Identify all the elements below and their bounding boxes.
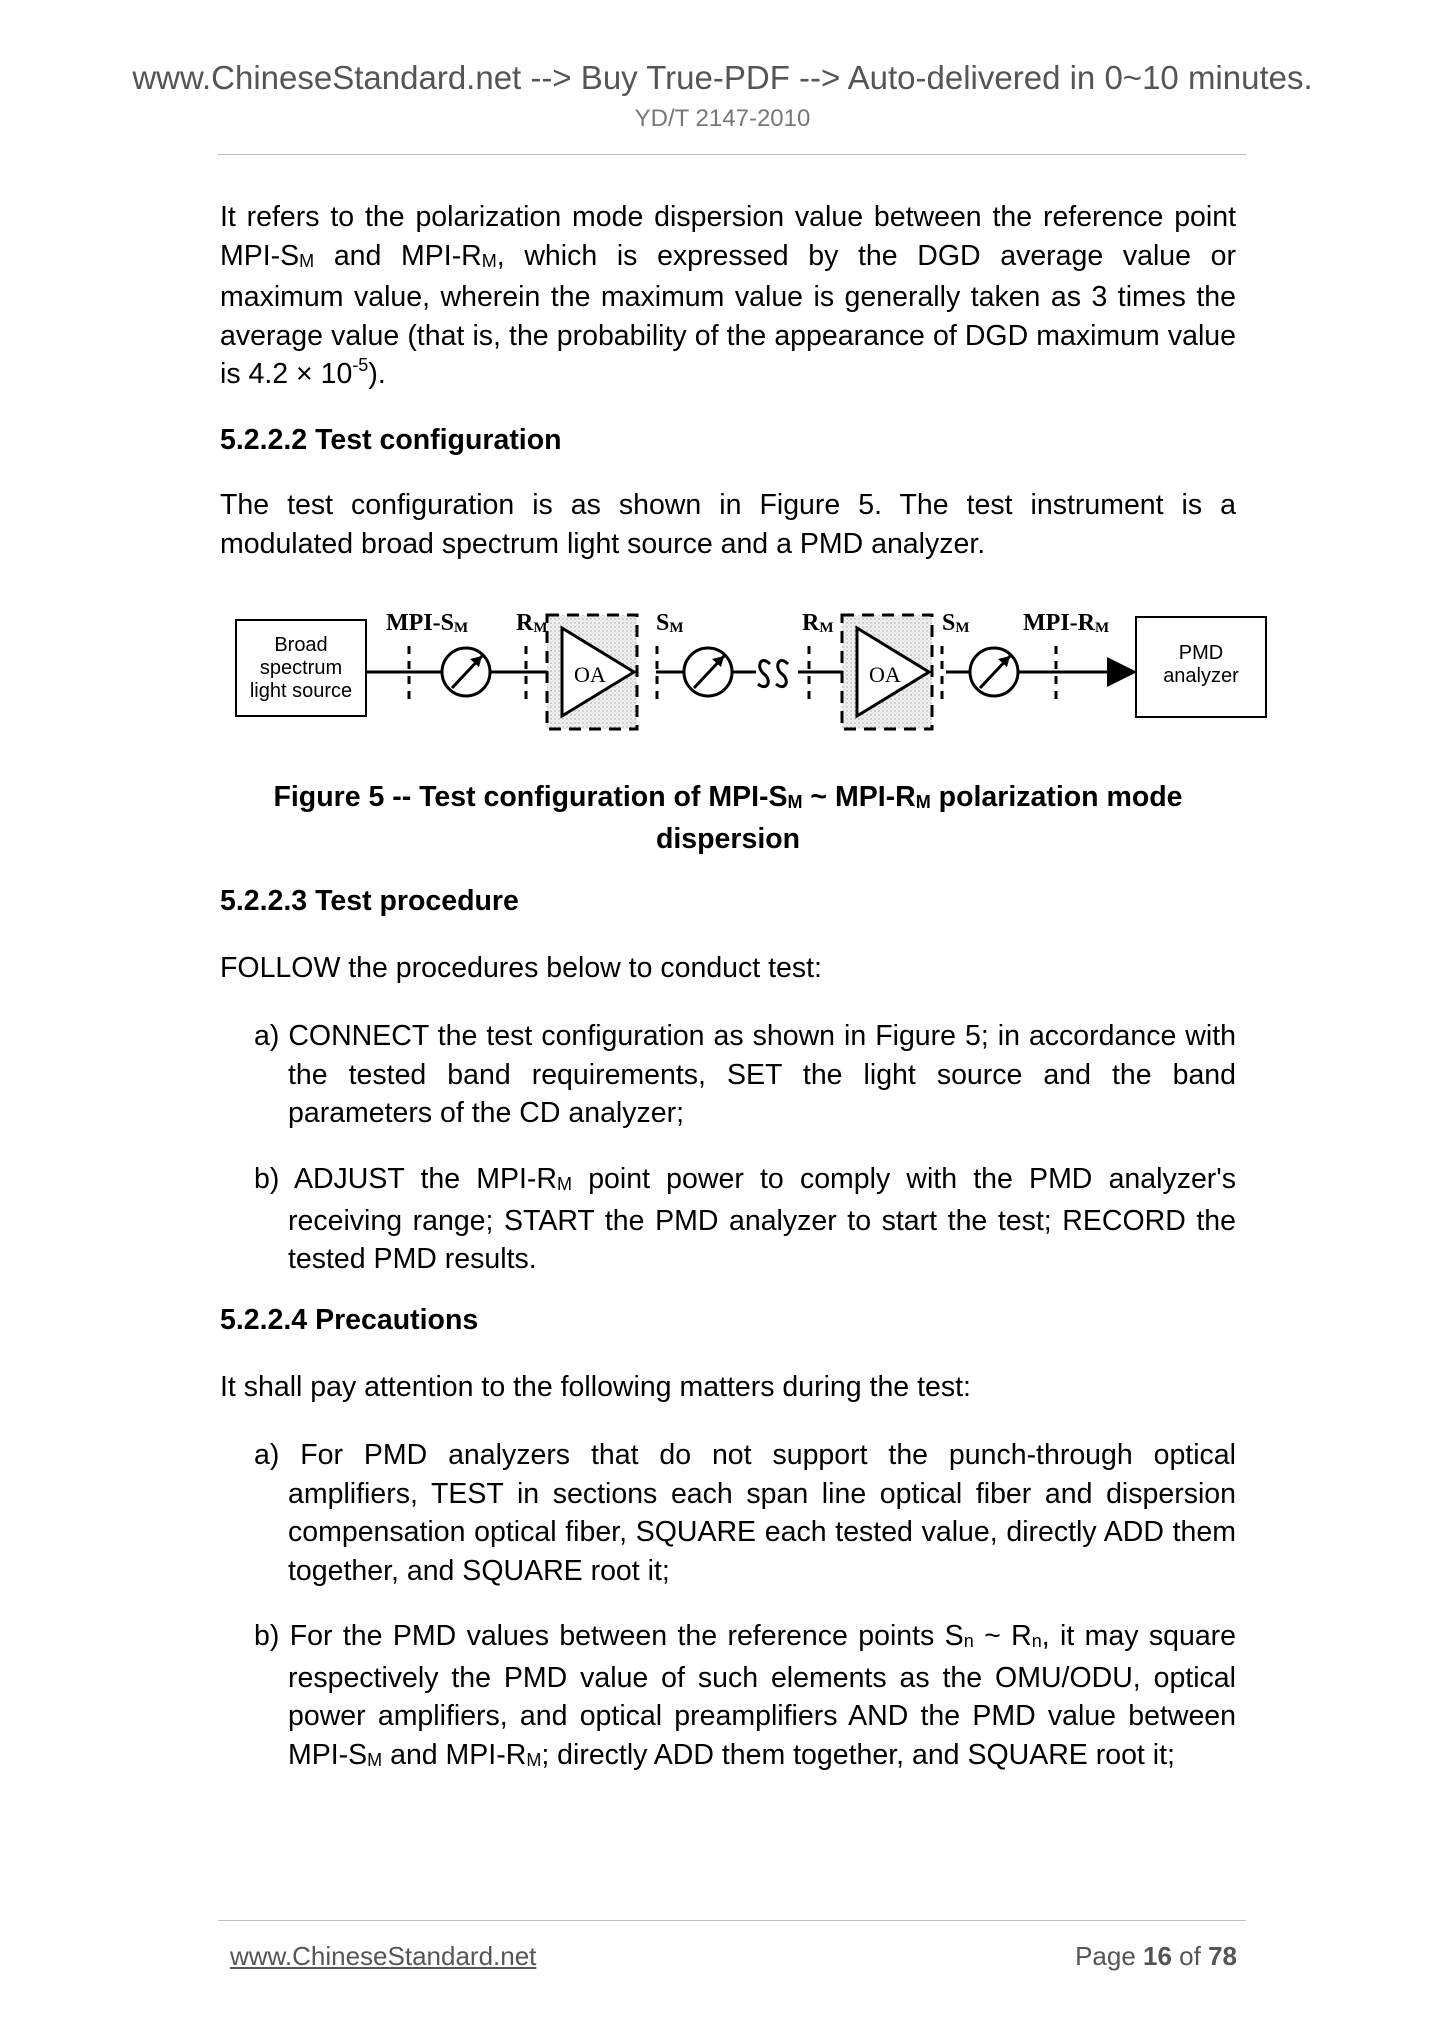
footer-divider xyxy=(218,1920,1246,1921)
light-source-line-1: Broad xyxy=(274,634,328,656)
intro-text-2: and MPI-R xyxy=(314,239,482,272)
procedure-b-sub: M xyxy=(557,1174,573,1194)
svg-text:SM xyxy=(942,610,970,636)
precaution-b-text-2: ~ R xyxy=(973,1620,1032,1652)
label-mpi-r: MPI-R xyxy=(1023,610,1095,636)
page-total: 78 xyxy=(1208,1941,1237,1971)
label-s-2: S xyxy=(942,610,956,636)
precaution-b-sub-1: n xyxy=(963,1631,974,1651)
heading-test-procedure: 5.2.2.3 Test procedure xyxy=(220,885,519,917)
intro-exponent: -5 xyxy=(352,355,369,375)
procedure-item-b xyxy=(254,1160,1236,1279)
label-mpi-s-sub: M xyxy=(454,620,469,636)
caption-sub-2: M xyxy=(915,792,931,812)
page-number xyxy=(1075,1940,1237,1972)
label-s-2-sub: M xyxy=(955,620,970,636)
svg-text:RM xyxy=(516,610,548,636)
heading-test-configuration: 5.2.2.2 Test configuration xyxy=(220,424,562,456)
label-r-1-sub: M xyxy=(533,620,548,636)
procedure-b-text-2: point power to comply with the PMD analyzer's receiving range; START the PMD analyzer to start the test; RECORD the tested PMD results. xyxy=(288,1163,1236,1275)
test-procedure-intro: FOLLOW the procedures below to conduct test: xyxy=(220,952,822,984)
procedure-item-a: a) CONNECT the test configuration as shown in Figure 5; in accordance with the tested band requirements, SET the light source and the band parameters of the CD analyzer; xyxy=(254,1020,1236,1129)
power-meter-icon xyxy=(442,648,490,696)
precautions-intro: It shall pay attention to the following matters during the test: xyxy=(220,1371,971,1403)
page-current: 16 xyxy=(1143,1941,1172,1971)
page-prefix: Page xyxy=(1075,1941,1144,1971)
fiber-span-icon xyxy=(758,661,788,687)
intro-paragraph xyxy=(220,198,1236,397)
footer-website-link[interactable]: www.ChineseStandard.net xyxy=(230,1941,537,1971)
intro-sub-2: M xyxy=(481,250,497,271)
precaution-b-text-3: , it may square respectively the PMD value of such elements as the OMU/ODU, optical power amplifiers, and optical preamplifiers AND the PMD value between MPI-S xyxy=(288,1620,1237,1771)
label-mpi-s: MPI-S xyxy=(386,610,454,636)
label-oa-2: OA xyxy=(869,662,901,687)
svg-text:MPI-RM xyxy=(1023,610,1109,636)
precaution-b-sub-4: M xyxy=(526,1749,542,1770)
caption-text-2: ~ MPI-R xyxy=(802,781,916,813)
svg-text:RM xyxy=(802,610,834,636)
precaution-b-text-4: and MPI-R xyxy=(382,1738,527,1771)
precaution-b-text-5: ; directly ADD them together, and SQUARE root it; xyxy=(541,1738,1175,1771)
intro-text-3: , which is expressed by the DGD average value or maximum value, wherein the maximum value is generally taken as 3 times the average value (that is, the probability of the appearance of DGD maximum value is 4.2 × 10 xyxy=(220,239,1236,390)
figure-5-diagram xyxy=(226,598,1270,748)
label-oa-1: OA xyxy=(574,662,606,687)
precaution-item-a: a) For PMD analyzers that do not support the punch-through optical amplifiers, TEST in sections each span line optical fiber and dispersion compensation optical fiber, SQUARE each tested value, directly ADD them together, and SQUARE root it; xyxy=(254,1439,1236,1587)
analyzer-line-2: analyzer xyxy=(1163,665,1239,687)
label-mpi-r-sub: M xyxy=(1094,620,1110,636)
light-source-line-3: light source xyxy=(249,680,353,702)
caption-text-3: polarization mode dispersion xyxy=(655,781,1183,855)
light-source-line-2: spectrum xyxy=(259,657,343,679)
procedure-b-text-1: b) ADJUST the MPI-R xyxy=(254,1163,558,1195)
test-configuration-paragraph: The test configuration is as shown in Figure 5. The test instrument is a modulated broad spectrum light source and a PMD analyzer. xyxy=(220,489,1236,560)
precaution-b-sub-3: M xyxy=(367,1749,383,1770)
power-meter-icon xyxy=(970,648,1018,696)
figure-5-caption xyxy=(220,778,1236,858)
standard-number: YD/T 2147-2010 xyxy=(634,105,811,132)
precaution-b-sub-2: n xyxy=(1031,1631,1042,1651)
precaution-item-b xyxy=(254,1617,1236,1777)
svg-text:MPI-SM xyxy=(386,610,468,636)
figure-5-svg xyxy=(226,598,1270,748)
header-url-line: www.ChineseStandard.net --> Buy True-PDF --> Auto-delivered in 0~10 minutes. xyxy=(132,59,1313,96)
caption-sub-1: M xyxy=(787,792,803,812)
header-divider xyxy=(218,154,1246,155)
page-of: of xyxy=(1171,1941,1209,1971)
pmd-analyzer-label xyxy=(1138,642,1264,688)
label-s-1-sub: M xyxy=(669,620,684,636)
label-r-1: R xyxy=(516,610,534,636)
caption-text-1: Figure 5 -- Test configuration of MPI-S xyxy=(273,781,788,813)
heading-precautions: 5.2.2.4 Precautions xyxy=(220,1304,479,1336)
intro-text-4: ). xyxy=(368,358,386,390)
precaution-b-text-1: b) For the PMD values between the reference points S xyxy=(254,1620,964,1652)
svg-text:SM xyxy=(656,610,684,636)
analyzer-line-1: PMD xyxy=(1178,642,1224,664)
label-s-1: S xyxy=(656,610,670,636)
label-r-2-sub: M xyxy=(819,620,834,636)
light-source-label xyxy=(238,634,364,703)
label-r-2: R xyxy=(802,610,820,636)
intro-sub-1: M xyxy=(299,250,315,271)
power-meter-icon xyxy=(684,648,732,696)
intro-text-1: It refers to the polarization mode dispersion value between the reference point MPI-S xyxy=(220,201,1236,272)
